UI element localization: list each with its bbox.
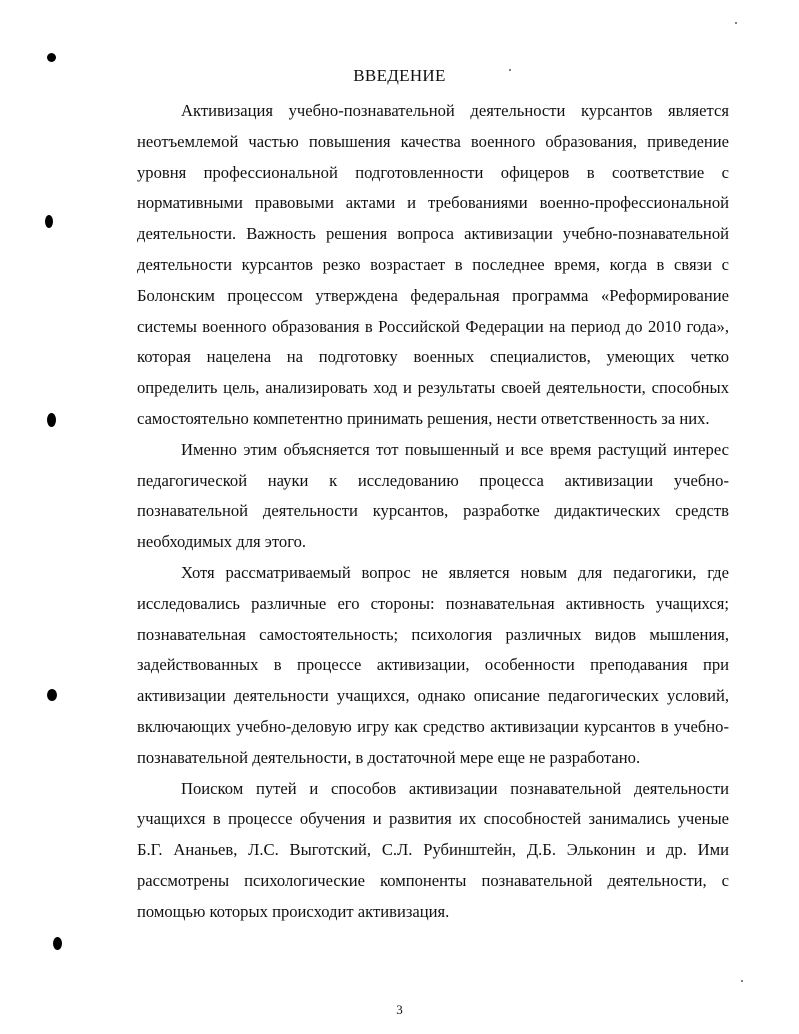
page-title: ВВЕДЕНИЕ: [353, 66, 446, 85]
binder-hole-mark: [53, 937, 62, 950]
scan-speck: [735, 22, 737, 24]
page-number: 3: [396, 1002, 403, 1017]
scan-speck: [741, 980, 743, 982]
paragraph: Поиском путей и способов активизации познавательной деятельности учащихся в процессе обучения и развития их способностей занимались ученые Б.Г. Ананьев, Л.С. Выготский, С.Л. Рубинштейн, Д.Б. Эльконин и др. Ими рассмотрены психологические компоненты познавательной деятельности, с помощью которых происходит активизация.: [137, 778, 729, 921]
binder-hole-mark: [45, 215, 53, 228]
paragraph: Именно этим объясняется тот повышенный и все время растущий интерес педагогической науки к исследованию процесса активизации учебно-познавательной деятельности курсантов, разработке дидактических средств необходимых для этого.: [137, 439, 729, 552]
paragraph: Хотя рассматриваемый вопрос не является новым для педагогики, где исследовались различные его стороны: познавательная активность учащихся; познавательная самостоятельность; психология различных видов мышления, задействованных в процессе активизации, особенности преподавания при активизации деятельности учащихся, однако описание педагогических условий, включающих учебно-деловую игру как средство активизации курсантов в учебно-познавательной деятельности, в достаточной мере еще не разработано.: [137, 562, 729, 767]
binder-hole-mark: [47, 413, 56, 427]
binder-hole-mark: [47, 53, 56, 62]
paragraph: Активизация учебно-познавательной деятельности курсантов является неотъемлемой частью повышения качества военного образования, приведение уровня профессиональной подготовленности офицеров в соответствие с нормативными правовыми актами и требованиями военно-профессиональной деятельности. Важность решения вопроса активизации учебно-познавательной деятельности курсантов резко возрастает в последнее время, когда в связи с Болонским процессом утверждена федеральная программа «Реформирование системы военного образования в Российской Федерации на период до 2010 года», которая нацелена на подготовку военных специалистов, умеющих четко определить цель, анализировать ход и результаты своей деятельности, способных самостоятельно компетентно принимать решения, нести ответственность за них.: [137, 101, 729, 428]
body-text: [137, 96, 729, 928]
binder-hole-mark: [47, 689, 57, 701]
